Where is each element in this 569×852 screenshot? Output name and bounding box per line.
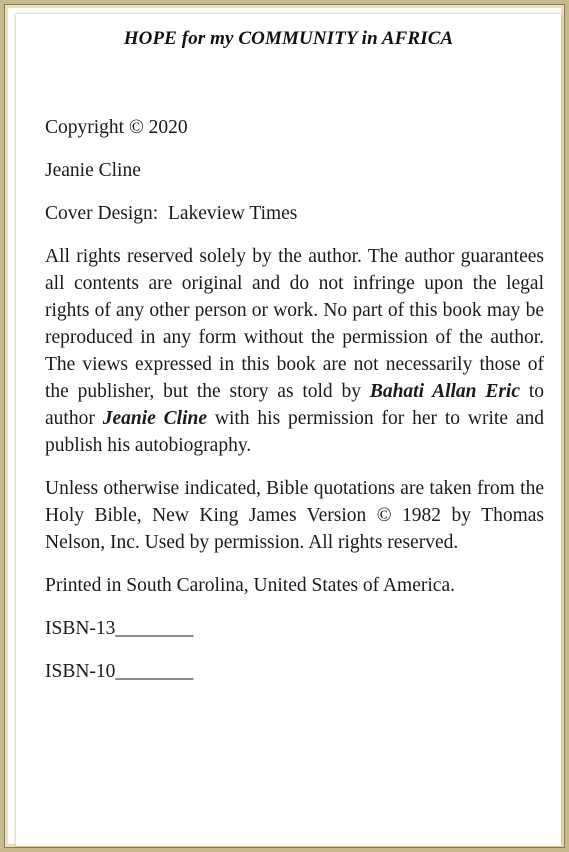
rights-text-3: with his permission for her to write and publish his autobiography. [45, 408, 545, 456]
book-title-header: HOPE for my COMMUNITY in AFRICA [123, 28, 454, 49]
rights-text-2: to author [45, 381, 544, 429]
bible-quotation-paragraph: Unless otherwise indicated, Bible quotations are taken from the Holy Bible, New King James Version © 1982 by Thomas Nelson, Inc. Used by permission. All rights reserved. [45, 478, 544, 553]
isbn-13-line: ISBN-13________ [45, 618, 194, 639]
copyright-body [45, 114, 544, 701]
isbn-10-line: ISBN-10________ [45, 661, 194, 682]
copyright-page [16, 14, 561, 846]
subject-name: Bahati Allan Eric [369, 381, 521, 402]
cover-design-line: Cover Design: Lakeview Times [45, 203, 298, 224]
rights-paragraph [45, 243, 544, 459]
author-line: Jeanie Cline [45, 160, 141, 181]
copyright-line: Copyright © 2020 [45, 117, 188, 138]
printed-in-line: Printed in South Carolina, United States of America. [45, 575, 455, 596]
author-name: Jeanie Cline [102, 408, 207, 429]
rights-text-1: All rights reserved solely by the author. The author guarantees all contents are original and do not infringe upon the legal rights of any other person or work. No part of this book may be reproduced in any form without the permission of the author. The views expressed in this book are not necessarily those of the publisher, but the story as told by [45, 246, 544, 402]
